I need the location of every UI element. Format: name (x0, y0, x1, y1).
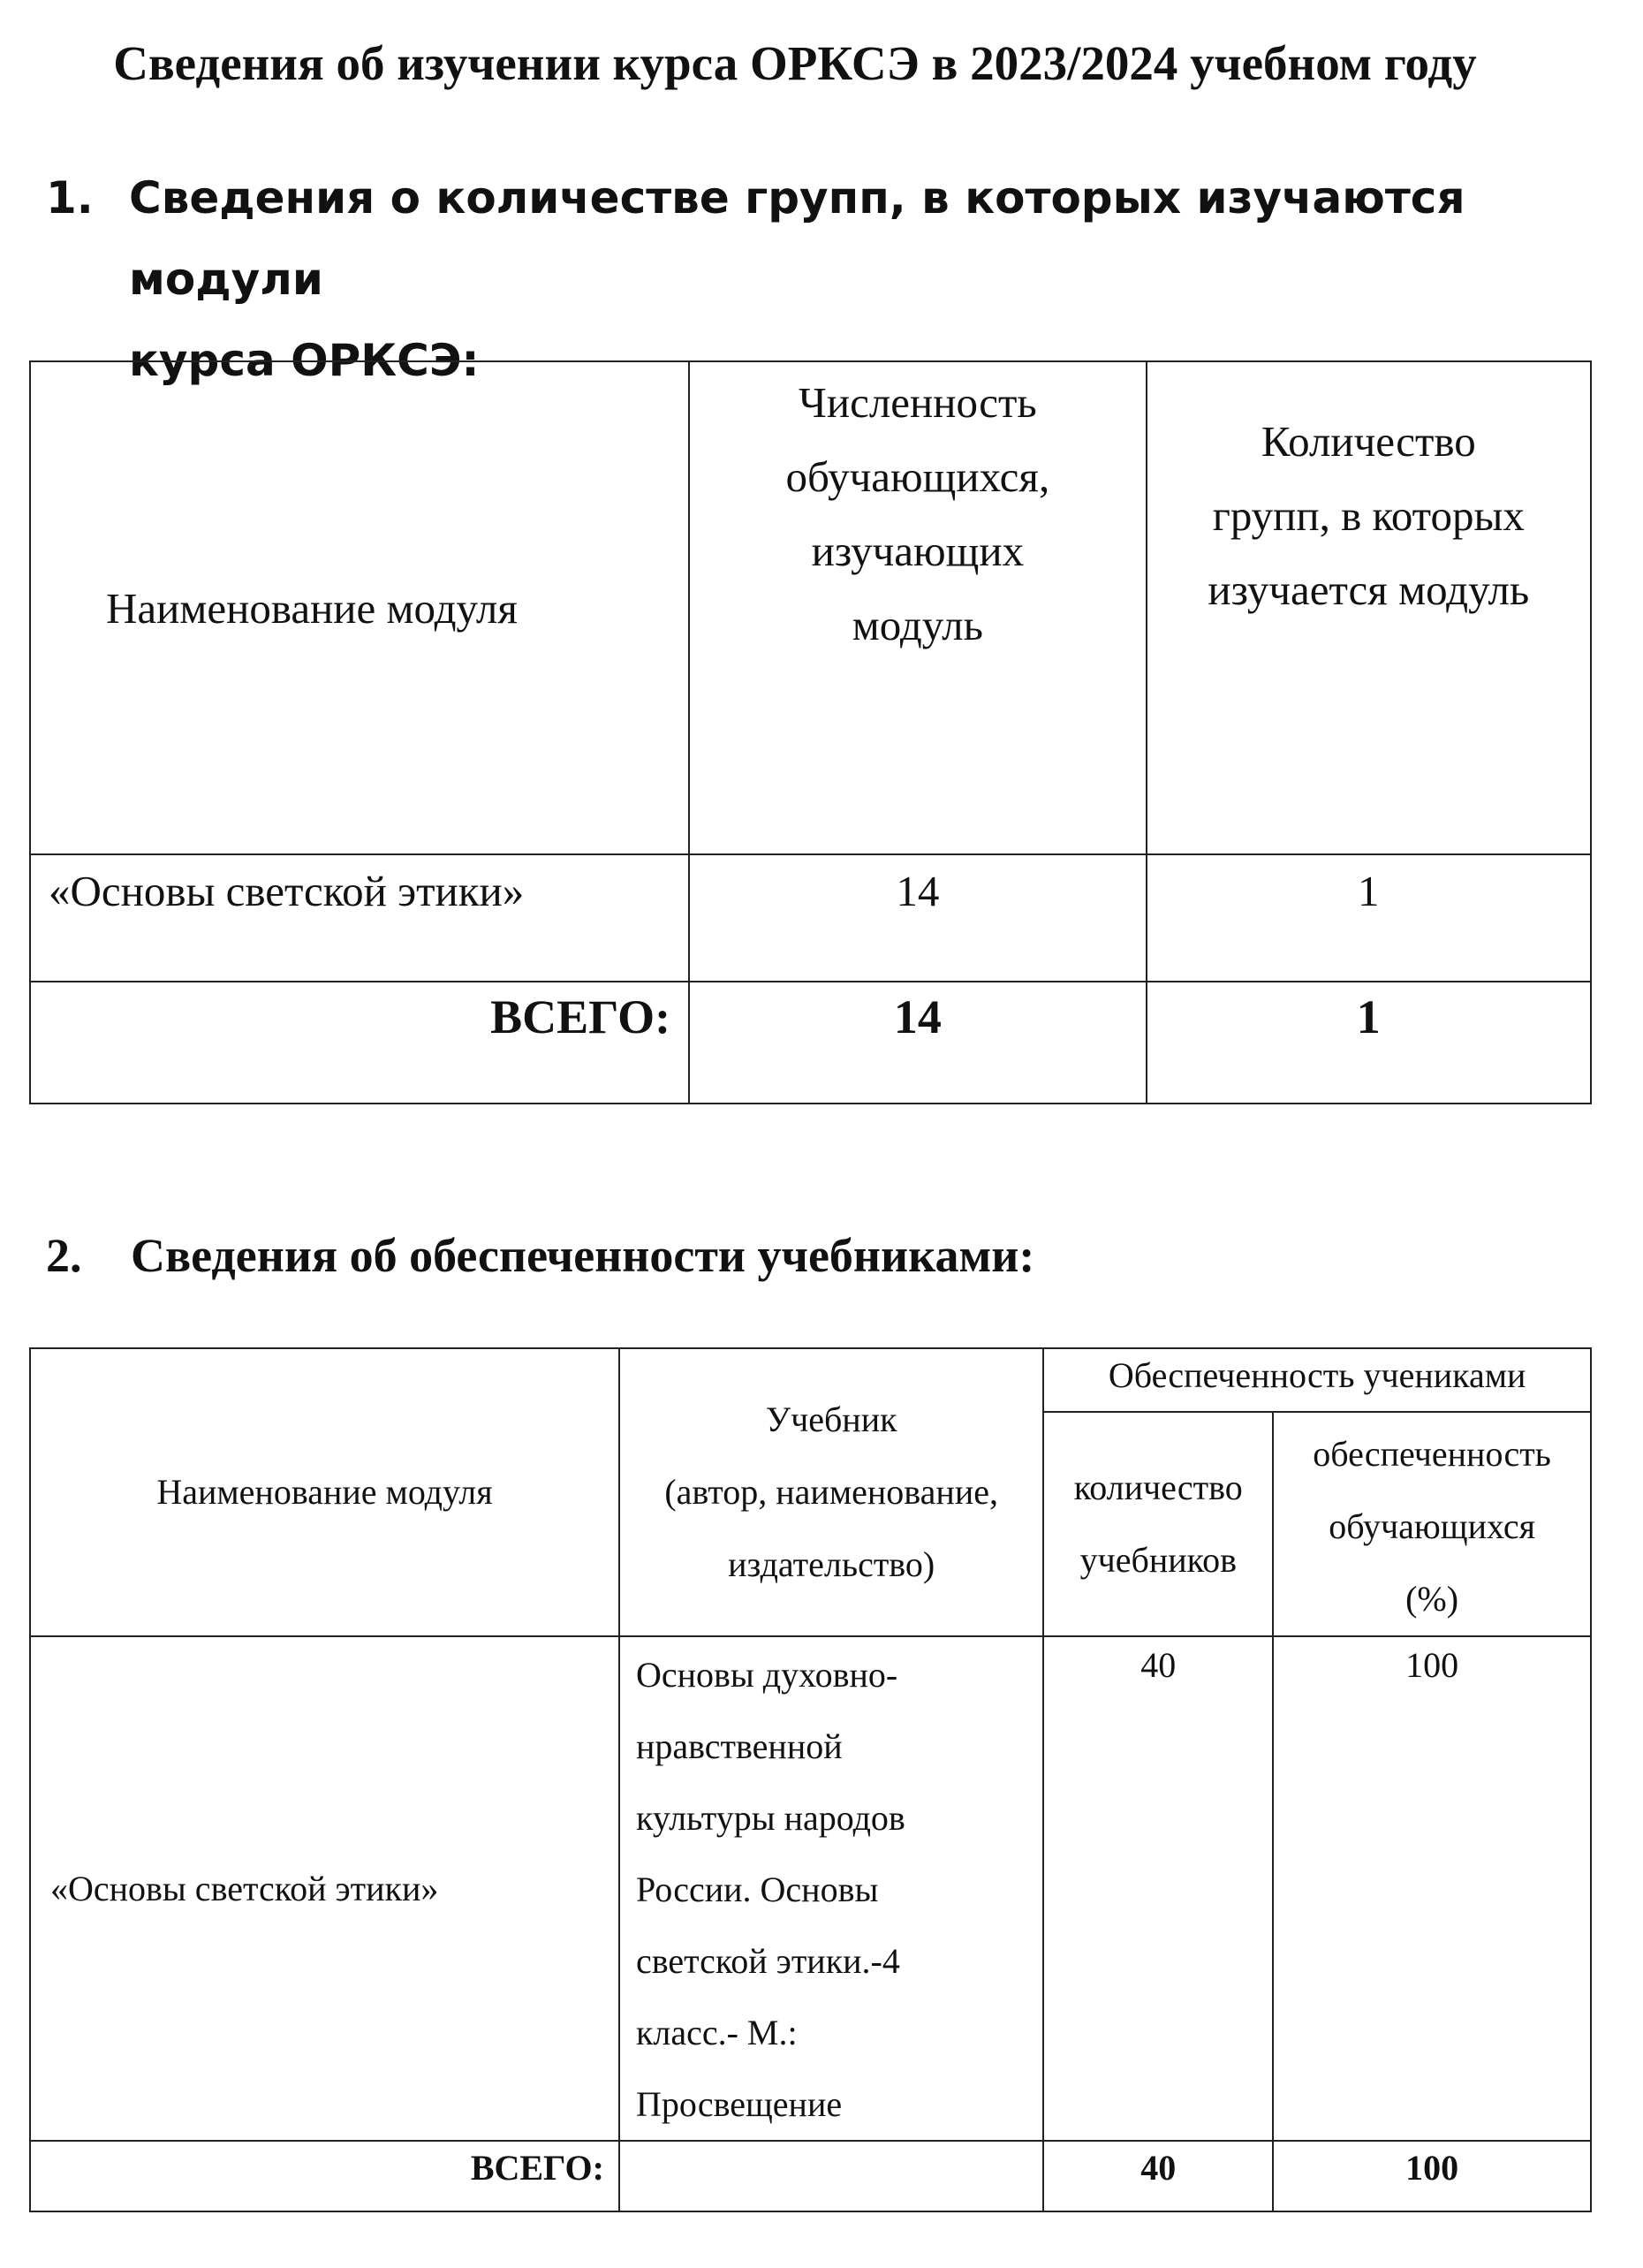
module-name-cell: «Основы светской этики» (30, 1636, 619, 2141)
header-line: Количество (1261, 417, 1476, 466)
textbook-line: светской этики.-4 (635, 1941, 900, 1981)
textbooks-table (29, 1347, 1592, 2212)
section-2-heading-text: Сведения об обеспеченности учебниками: (131, 1229, 1035, 1282)
total-label: ВСЕГО: (30, 2141, 619, 2211)
header-line: издательство) (728, 1544, 935, 1584)
header-provision: Обеспеченность учениками (1043, 1348, 1591, 1412)
module-name-cell: «Основы светской этики» (30, 854, 689, 982)
total-count: 40 (1043, 2141, 1273, 2211)
section-1-heading-line-2: курса ОРКСЭ: (129, 335, 480, 386)
header-line: модуль (852, 601, 983, 649)
provision-percent-cell: 100 (1273, 1636, 1591, 2141)
textbook-count-cell: 40 (1043, 1636, 1273, 2141)
textbook-line: культуры народов (635, 1798, 905, 1838)
table-header-row (30, 361, 1591, 854)
header-line: изучающих (811, 527, 1025, 575)
header-line: (автор, наименование, (664, 1472, 998, 1512)
section-2-number: 2. (46, 1229, 82, 1282)
header-line: обеспеченность (1313, 1434, 1551, 1474)
textbook-line: России. Основы (635, 1870, 879, 1909)
header-line: Наименование модуля (106, 583, 518, 633)
groups-table (29, 360, 1592, 1104)
header-line: Учебник (765, 1399, 897, 1439)
total-row (30, 982, 1591, 1104)
header-line: обучающихся, (785, 452, 1050, 501)
table-row (30, 1636, 1591, 2141)
textbook-line: нравственной (635, 1726, 843, 1766)
students-cell: 14 (689, 854, 1146, 982)
header-line: обучающихся (1329, 1506, 1535, 1546)
total-students: 14 (689, 982, 1146, 1104)
total-textbook (619, 2141, 1043, 2211)
section-2-heading (46, 1228, 1548, 1283)
header-students-count (689, 361, 1146, 854)
document-title: Сведения об изучении курса ОРКСЭ в 2023/2024 учебном году (113, 36, 1477, 90)
textbook-line: Просвещение (635, 2084, 843, 2124)
textbook-line: класс.- М.: (635, 2013, 798, 2052)
total-groups: 1 (1147, 982, 1591, 1104)
section-1-number: 1. (46, 172, 94, 224)
header-module-name (30, 361, 689, 854)
table-row (30, 854, 1591, 982)
total-label: ВСЕГО: (30, 982, 689, 1104)
header-groups-count (1147, 361, 1591, 854)
header-textbook-count (1043, 1412, 1273, 1636)
section-1-heading-line-1: Сведения о количестве групп, в которых изучаются модули (129, 172, 1465, 305)
header-textbook (619, 1348, 1043, 1636)
textbook-line: Основы духовно- (635, 1655, 898, 1695)
table-header-row (30, 1348, 1591, 1412)
total-percent: 100 (1273, 2141, 1591, 2211)
header-line: количество (1073, 1468, 1243, 1507)
header-line: (%) (1405, 1579, 1459, 1619)
header-module-name: Наименование модуля (30, 1348, 619, 1636)
groups-cell: 1 (1147, 854, 1591, 982)
header-line: групп, в которых (1212, 491, 1525, 540)
header-line: изучается модуль (1208, 565, 1530, 614)
textbook-cell (619, 1636, 1043, 2141)
header-provision-percent (1273, 1412, 1591, 1636)
header-line: учебников (1079, 1540, 1237, 1580)
total-row (30, 2141, 1591, 2211)
header-line: Численность (799, 378, 1037, 427)
